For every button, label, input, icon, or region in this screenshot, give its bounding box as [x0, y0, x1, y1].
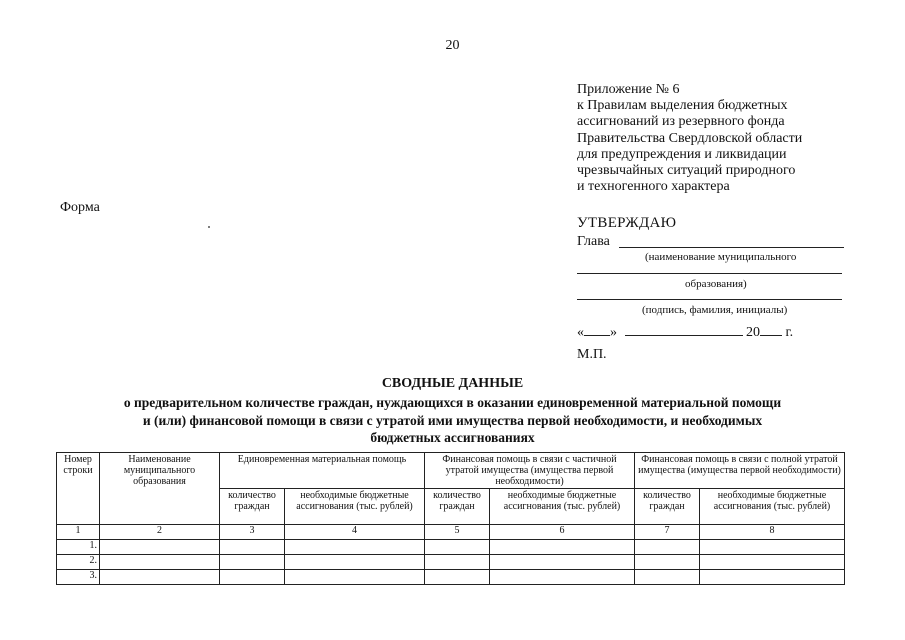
table-cell: [425, 555, 490, 570]
row-number: 1.: [57, 540, 100, 555]
header-row-number: Номер строки: [57, 453, 100, 525]
appendix-line: для предупреждения и ликвидации: [577, 146, 787, 162]
date-open-quote: «: [577, 325, 584, 340]
header-full-loss: Финансовая помощь в связи с полной утратой имущества (имущества первой необходимости): [635, 453, 845, 489]
municipality-line: [577, 273, 842, 274]
table-cell: [425, 570, 490, 585]
column-number: 5: [425, 525, 490, 540]
subheader-count: количество граждан: [635, 489, 700, 525]
table-cell: [100, 555, 220, 570]
appendix-title: Приложение № 6: [577, 82, 680, 97]
day-blank: [584, 335, 610, 336]
column-number: 3: [220, 525, 285, 540]
column-number: 4: [285, 525, 425, 540]
date-close-quote: »: [610, 325, 617, 340]
appendix-line: Правительства Свердловской области: [577, 130, 803, 146]
hint-signature: (подпись, фамилия, инициалы): [642, 304, 788, 316]
header-one-time-aid: Единовременная материальная помощь: [220, 453, 425, 489]
subheader-budget: необходимые бюджетные ассигнования (тыс. рублей): [700, 489, 845, 525]
table-cell: [425, 540, 490, 555]
head-name-line: [619, 247, 844, 248]
page-number: 20: [445, 38, 460, 53]
column-number: 6: [490, 525, 635, 540]
column-number: 7: [635, 525, 700, 540]
table-cell: [100, 540, 220, 555]
date-line: [577, 325, 793, 341]
table-cell: [220, 540, 285, 555]
document-title: СВОДНЫЕ ДАННЫЕ: [381, 376, 524, 391]
column-number-row: [57, 525, 845, 540]
year-blank: [760, 335, 782, 336]
head-label: Глава: [577, 234, 610, 249]
table-cell: [635, 570, 700, 585]
table-cell: [285, 570, 425, 585]
document-subtitle-1: о предварительном количестве граждан, нуждающихся в оказании единовременной материальной помощи: [123, 395, 782, 410]
table-row: [57, 555, 845, 570]
year-prefix: 20: [746, 325, 760, 340]
year-suffix: г.: [785, 325, 794, 340]
table-cell: [100, 570, 220, 585]
signature-line: [577, 299, 842, 300]
header-partial-loss: Финансовая помощь в связи с частичной утратой имущества (имущества первой необходимости): [425, 453, 635, 489]
summary-table: [56, 452, 845, 585]
table-cell: [220, 555, 285, 570]
header-municipality: Наименование муниципального образования: [100, 453, 220, 525]
appendix-block: [577, 82, 802, 195]
table-cell: [700, 555, 845, 570]
subheader-budget: необходимые бюджетные ассигнования (тыс. рублей): [490, 489, 635, 525]
table-row: [57, 570, 845, 585]
column-number: 8: [700, 525, 845, 540]
document-subtitle-2: и (или) финансовой помощи в связи с утратой ими имущества первой необходимости, и необходимых: [142, 413, 763, 428]
column-number: 1: [57, 525, 100, 540]
table-cell: [700, 540, 845, 555]
document-subtitle-3: бюджетных ассигнованиях: [370, 430, 535, 445]
stamp-label: М.П.: [577, 347, 607, 362]
stray-dot: [208, 226, 210, 228]
table-cell: [490, 570, 635, 585]
table-cell: [490, 555, 635, 570]
column-number: 2: [100, 525, 220, 540]
row-number: 3.: [57, 570, 100, 585]
table-cell: [285, 555, 425, 570]
subheader-budget: необходимые бюджетные ассигнования (тыс. рублей): [285, 489, 425, 525]
subheader-count: количество граждан: [220, 489, 285, 525]
subheader-count: количество граждан: [425, 489, 490, 525]
row-number: 2.: [57, 555, 100, 570]
month-blank: [625, 335, 743, 336]
table-cell: [700, 570, 845, 585]
appendix-line: ассигнований из резервного фонда: [577, 114, 785, 130]
table-cell: [635, 555, 700, 570]
hint-municipality-2: образования): [685, 278, 747, 290]
table-header-row: [57, 453, 845, 489]
table-cell: [635, 540, 700, 555]
hint-municipality-1: (наименование муниципального: [645, 251, 797, 263]
table-row: [57, 540, 845, 555]
appendix-line: к Правилам выделения бюджетных: [577, 98, 788, 114]
table-cell: [490, 540, 635, 555]
table-cell: [285, 540, 425, 555]
table-cell: [220, 570, 285, 585]
appendix-line: чрезвычайных ситуаций природного: [577, 163, 796, 179]
form-label: Форма: [60, 200, 100, 215]
appendix-line: и техногенного характера: [577, 179, 730, 195]
approval-heading: УТВЕРЖДАЮ: [577, 215, 677, 231]
